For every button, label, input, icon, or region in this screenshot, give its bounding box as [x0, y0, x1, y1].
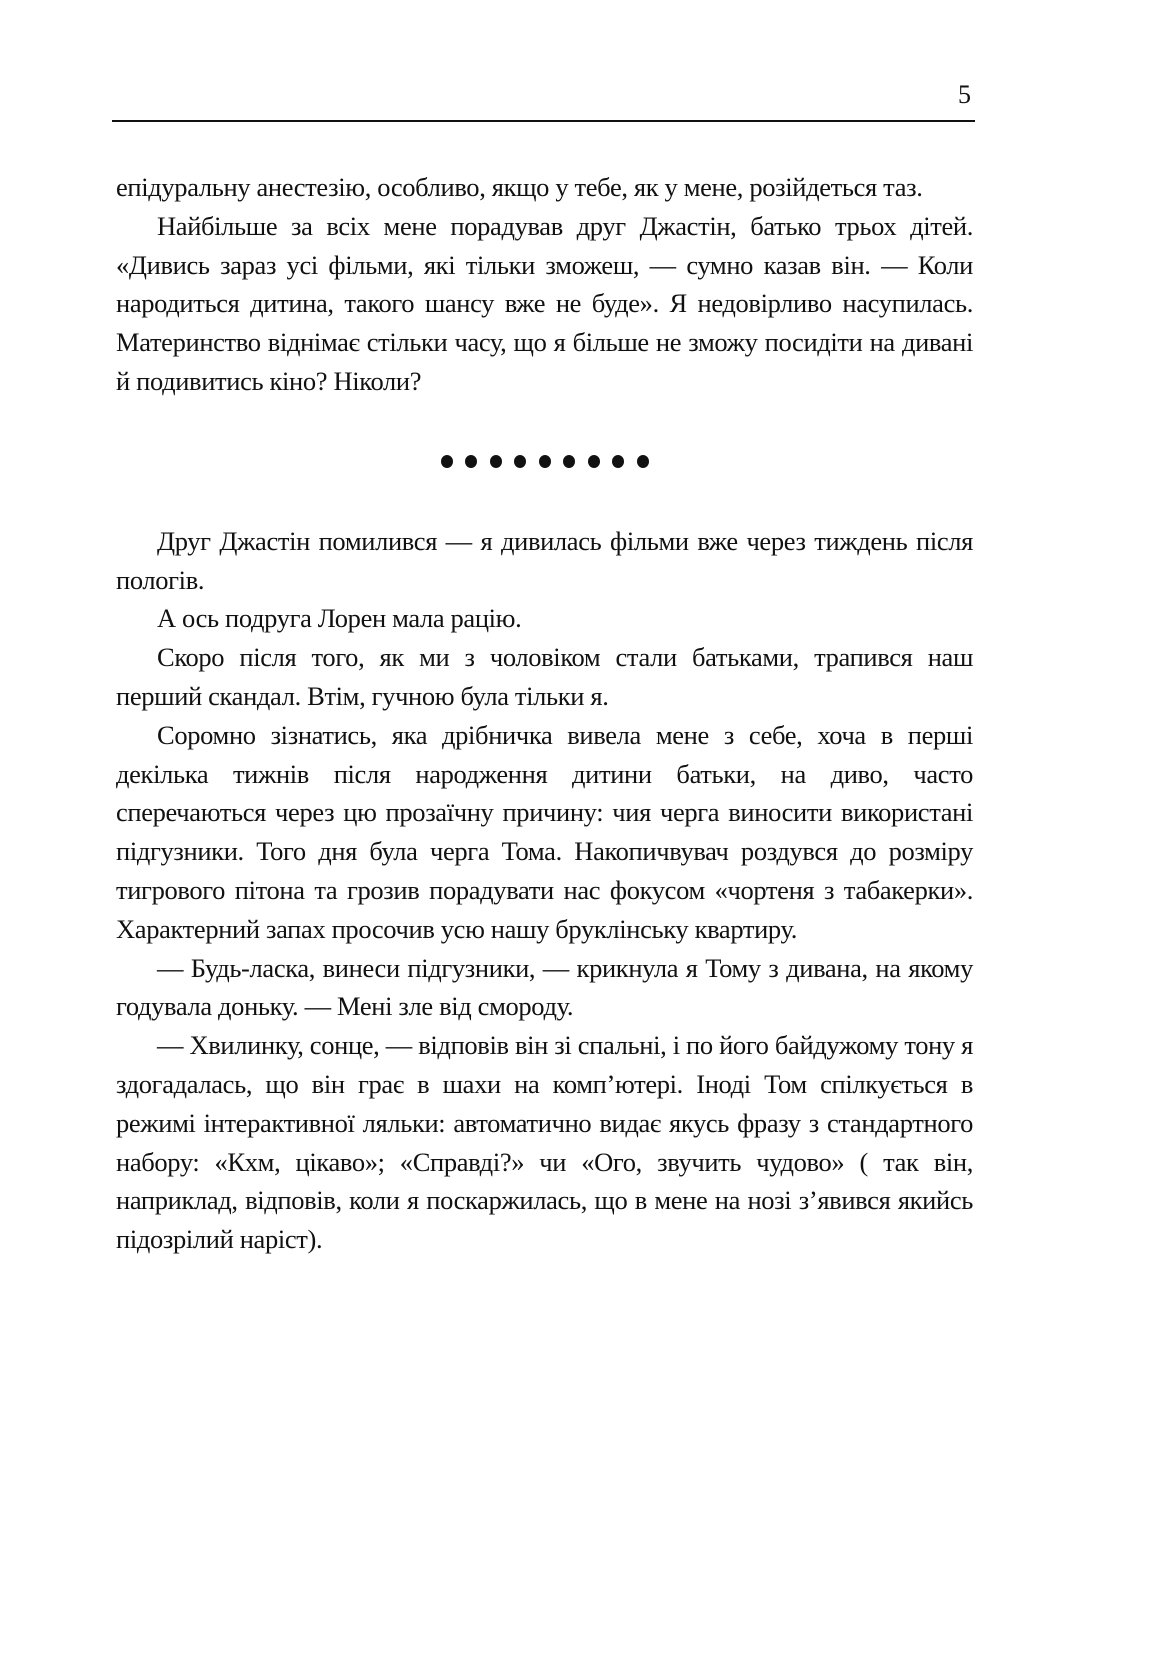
dialogue-paragraph: — Хвилинку, сонце, — відповів він зі спальні, і по його байдужому тону я здогадалась, що він грає в шахи на комп’ютері. Іноді Том спілкується в режимі інтерактивної ляльки: автоматично видає якусь фразу з стандартного набору: «Кхм, цікаво»; «Справді?» чи «Ого, звучить чудово» ( так він, наприклад, відповів, коли я поскаржилась, що в мене на нозі з’явився якийсь підозрілий наріст). [116, 1030, 973, 1255]
separator-dot-icon [637, 455, 649, 468]
separator-dot-icon [514, 455, 526, 468]
paragraph: Друг Джастін помилився — я дивилась фільми вже через тиждень після пологів. [116, 525, 973, 595]
paragraph: Скоро після того, як ми з чоловіком стали батьками, трапився наш перший скандал. Втім, гучною була тільки я. [116, 642, 973, 711]
paragraph: Найбільше за всіх мене порадував друг Джастін, батько трьох дітей. «Дивись зараз усі фільми, які тільки зможеш, — сумно казав він. — Коли народиться дитина, такого шансу вже не буде». Я недовірливо насупилась. Материнство віднімає стільки часу, що я більше не зможу посидіти на дивані й подивитись кіно? Ніколи? [116, 210, 973, 396]
separator-dot-icon [588, 455, 600, 468]
page-number: 5 [958, 80, 971, 109]
section-1 [116, 168, 973, 401]
section-separator [116, 455, 973, 469]
separator-dot-icon [490, 455, 502, 468]
separator-dot-icon [563, 455, 575, 468]
section-2 [116, 522, 973, 1259]
page-header [112, 76, 975, 122]
separator-dot-icon [441, 455, 453, 468]
page-body [116, 168, 973, 1259]
paragraph: Соромно зізнатись, яка дрібничка вивела мене з себе, хоча в перші декілька тижнів після народження дитини батьки, на диво, часто сперечаються через цю прозаїчну причину: чия черга виносити використані підгузники. Того дня була черга Тома. Накопичвувач роздувся до розміру тигрового пітона та грозив порадувати нас фокусом «чортеня з табакерки». Характерний запах просочив усю нашу бруклінську квартиру. [116, 719, 973, 944]
separator-dot-icon [465, 455, 477, 468]
dialogue-paragraph: — Будь-ласка, винеси підгузники, — крикнула я Тому з дивана, на якому годувала доньку. — Мені зле від смороду. [116, 952, 973, 1022]
paragraph: А ось подруга Лорен мала рацію. [157, 603, 522, 634]
separator-dot-icon [539, 455, 551, 468]
paragraph-continuation: епідуральну анестезію, особливо, якщо у тебе, як у мене, розійдеться таз. [116, 172, 923, 202]
separator-dot-icon [612, 455, 624, 468]
